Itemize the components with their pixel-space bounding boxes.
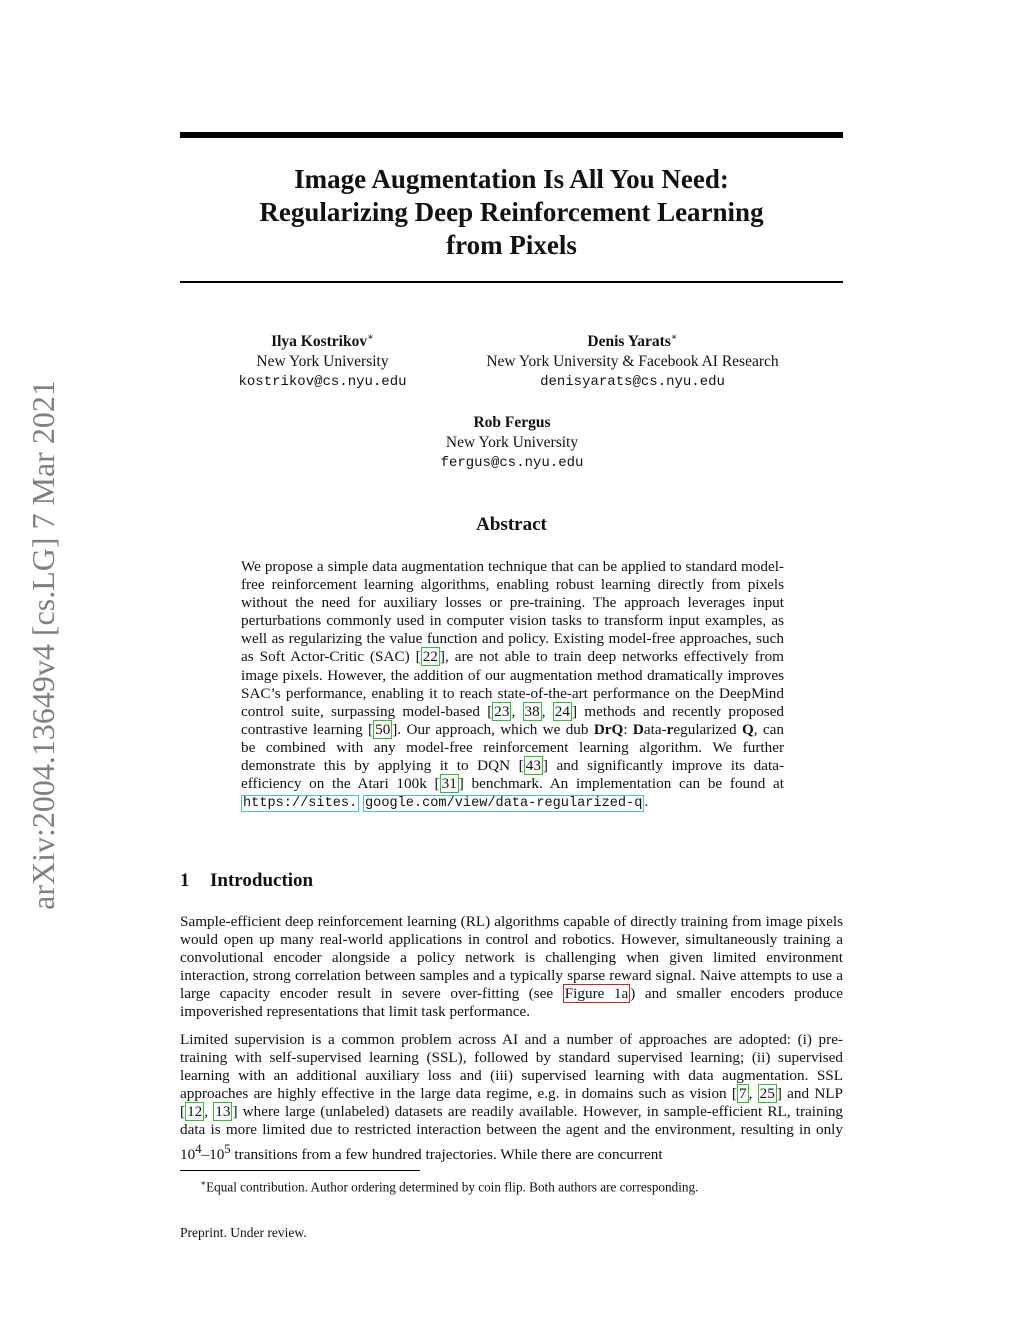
equal-contribution-mark: ∗ [367, 332, 374, 343]
author-name: Denis Yarats∗ [587, 332, 678, 351]
footnote-rule [180, 1170, 420, 1171]
title-line-3: from Pixels [446, 230, 577, 260]
citation-link[interactable]: 50 [375, 720, 391, 738]
paper-title [180, 163, 843, 262]
title-line-2: Regularizing Deep Reinforcement Learning [259, 197, 764, 227]
citation-link[interactable]: 23 [494, 702, 510, 720]
abstract-heading: Abstract [476, 514, 547, 535]
abstract-text: We propose a simple data augmentation technique that can be applied to standard model-free reinforcement learning algorithms, enabling robust learning directly from pixels without the need for auxiliary losses or pre-training. The approach leverages input perturbations commonly used in computer vision tasks to transform input examples, as well as regularizing the value function and policy. Existing model-free approaches, such as Soft Actor-Critic (SAC) [ 22 ], are not able to train deep networks effectively from image pixels. However, the addition of our augmentation method dramatically improves SAC’s performance, enabling it to reach state-of-the-art performance on the DeepMind control suite, surpassing model-based [ 23 , 38 , 24 ] methods and recently proposed contrastive learning [ 50 ]. Our approach, which we dub DrQ: Data-regularized Q, can be combined with any model-free reinforcement learning algorithm. We further demonstrate this by applying it to DQN [ 43 ] and significantly improve its data-efficiency on the Atari 100k [ 31 ] benchmark. An implementation can be found at https://sites. google.com/view/data-regularized-q . [241, 558, 785, 812]
citation-link[interactable]: 43 [525, 757, 541, 775]
author-block-kostrikov [205, 328, 440, 392]
title-line-1: Image Augmentation Is All You Need: [294, 164, 729, 194]
section-title: Introduction [210, 870, 314, 891]
author-affiliation: New York University [256, 353, 389, 371]
figure-reference-link[interactable]: Figure 1a [564, 985, 629, 1003]
citation-link[interactable]: 12 [187, 1103, 203, 1121]
title-top-rule [180, 132, 843, 138]
title-bottom-rule [180, 281, 843, 283]
implementation-url-link[interactable]: https://sites. [243, 796, 358, 812]
citation-link[interactable]: 24 [554, 702, 570, 720]
footnote-mark: ∗ [200, 1178, 207, 1188]
author-name: Rob Fergus [473, 414, 551, 431]
citation-link[interactable]: 31 [441, 775, 457, 793]
author-block-yarats [460, 328, 805, 392]
author-email[interactable]: fergus@cs.nyu.edu [440, 455, 584, 471]
equal-contribution-mark: ∗ [670, 332, 678, 343]
section-number: 1 [180, 870, 190, 891]
citation-link[interactable]: 22 [422, 648, 438, 666]
section-heading-introduction [180, 870, 313, 892]
author-affiliation: New York University & Facebook AI Research [486, 353, 779, 371]
footnote: ∗Equal contribution. Author ordering determined by coin flip. Both authors are corresponding. [200, 1178, 699, 1195]
author-email[interactable]: denisyarats@cs.nyu.edu [540, 374, 725, 391]
intro-paragraph-1: Sample-efficient deep reinforcement learning (RL) algorithms capable of directly training from image pixels would open up many real-world applications in control and robotics. However, simultaneously training a convolutional encoder alongside a policy network is challenging when given limited environment interaction, strong correlation between samples and a typically sparse reward signal. Naive attempts to use a large capacity encoder result in severe over-fitting (see Figure 1a ) and smaller encoders produce impoverished representations that limit task performance. [180, 913, 843, 1021]
author-affiliation: New York University [445, 434, 579, 451]
author-block-fergus [362, 413, 662, 473]
citation-link[interactable]: 25 [759, 1085, 775, 1103]
arxiv-identifier: arXiv:2004.13649v4 [cs.LG] 7 Mar 2021 [25, 380, 61, 910]
preprint-notice: Preprint. Under review. [180, 1225, 307, 1240]
intro-paragraph-2: Limited supervision is a common problem across AI and a number of approaches are adopted: (i) pre-training with self-supervised learning (SSL), followed by standard supervised learning; (ii) supervised learning with an additional auxiliary loss and (iii) supervised learning with data augmentation. SSL approaches are highly effective in the large data regime, e.g. in domains such as vision [ 7 , 25 ] and NLP [ 12 , 13 ] where large (unlabeled) datasets are readily available. However, in sample-efficient RL, training data is more limited due to restricted interaction between the agent and the environment, resulting in only $10^4-10^5$ transitions from a few hundred trajectories. While there are concurrent [180, 1031, 844, 1163]
citation-link[interactable]: 7 [738, 1085, 747, 1103]
author-email[interactable]: kostrikov@cs.nyu.edu [238, 374, 407, 391]
author-name: Ilya Kostrikov∗ [271, 332, 374, 351]
citation-link[interactable]: 38 [524, 702, 540, 720]
implementation-url-link-cont[interactable]: google.com/view/data-regularized-q [365, 796, 643, 812]
citation-link[interactable]: 13 [215, 1103, 231, 1121]
